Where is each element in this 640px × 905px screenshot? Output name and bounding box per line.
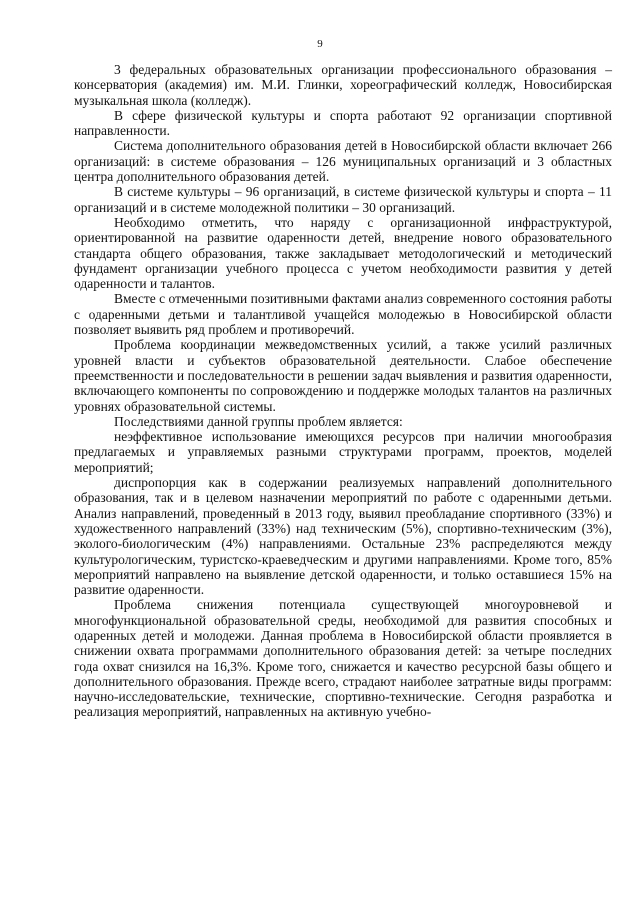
paragraph-federal-organizations: 3 федеральных образовательных организации профессионального образования – консерватория (академия) им. М.И. Глинки, хореографический колледж, Новосибирская музыкальная школа (колледж). xyxy=(74,62,612,108)
paragraph-potential-decline: Проблема снижения потенциала существующей многоуровневой и многофункциональной образовательной среды, необходимой для развития способных и одаренных детей и молодежи. Данная проблема в Новосибирской области проявляется в снижении охвата программами дополнительного образования детей: за четыре последних года охват снизился на 16,3%. Кроме того, снижается и качество ресурсной базы общего и дополнительного образования. Прежде всего, страдают наиболее затратные виды программ: научно-исследовательские, технические, спортивно-технические. Сегодня разработка и реализация мероприятий, направленных на активную учебно- xyxy=(74,597,612,720)
paragraph-consequences-heading: Последствиями данной группы проблем является: xyxy=(114,413,403,429)
document-body xyxy=(74,62,612,720)
paragraph-problems-intro: Вместе с отмеченными позитивными фактами анализ современного состояния работы с одаренными детьми и талантливой учащейся молодежью в Новосибирской области позволяет выявить ряд проблем и противоречий. xyxy=(74,291,612,338)
paragraph-additional-education-system: Система дополнительного образования детей в Новосибирской области включает 266 организаций: в системе образования – 126 муниципальных организаций и 3 областных центра дополнительного образования детей. xyxy=(74,138,612,185)
paragraph-culture-system: В системе культуры – 96 организаций, в системе физической культуры и спорта – 11 организаций и в системе молодежной политики – 30 организаций. xyxy=(74,184,612,215)
page-number: 9 xyxy=(317,38,323,50)
paragraph-sport-organizations: В сфере физической культуры и спорта работают 92 организации спортивной направленности. xyxy=(74,107,612,139)
paragraph-disproportion: диспропорция как в содержании реализуемых направлений дополнительного образования, так и в целевом назначении мероприятий по работе с одаренными детьми. Анализ направлений, проведенный в 2013 году, выявил преобладание спортивного (33%) и художественного направлений (33%) над техническим (5%), спортивно-техническим (3%), эколого-биологическим (4%) направлениями. Остальные 23% распределяются между культурологическим, туристско-краеведческим и другими направлениями. Кроме того, 85% мероприятий направлено на выявление детской одаренности, и только оставшиеся 15% на развитие одаренности. xyxy=(74,475,612,598)
paragraph-inefficient-use: неэффективное использование имеющихся ресурсов при наличии многообразия предлагаемых и управляемых разными структурами программ, проектов, моделей мероприятий; xyxy=(74,429,612,475)
paragraph-infrastructure-note: Необходимо отметить, что наряду с организационной инфраструктурой, ориентированной на развитие одаренности детей, внедрение нового образовательного стандарта общего образования, также закладывает методологический и методический фундамент организации учебного процесса с учетом необходимости развития у детей одаренности и талантов. xyxy=(74,214,612,292)
paragraph-coordination-problem: Проблема координации межведомственных усилий, а также усилий различных уровней власти и субъектов образовательной деятельности. Слабое обеспечение преемственности и последовательности в решении задач выявления и развития одаренности, включающего компоненты по сопровождению и поддержке молодых талантов на различных уровнях образовательной системы. xyxy=(74,337,612,414)
